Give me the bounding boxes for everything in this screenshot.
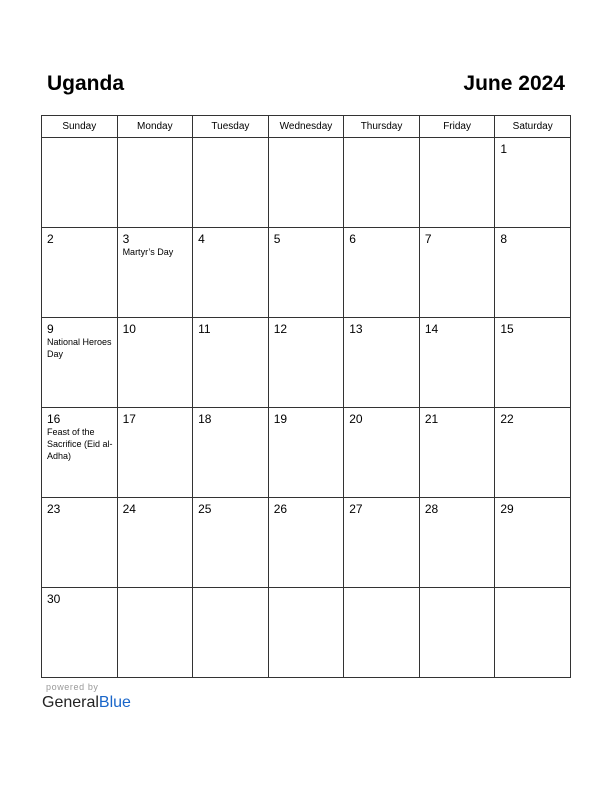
day-number: 7 [424,232,432,246]
day-number: 1 [500,142,508,156]
day-number: 25 [198,502,212,516]
day-number: 30 [47,592,61,606]
day-cell [419,588,495,678]
day-cell [344,228,420,318]
day-cell [344,408,420,498]
day-cell [117,498,193,588]
weekday-monday: Monday [117,116,193,138]
day-cell [268,588,344,678]
day-number: 15 [500,322,514,336]
day-number: 23 [47,502,61,516]
calendar-body [42,138,571,678]
day-cell [419,318,495,408]
day-cell [193,498,269,588]
day-number: 27 [349,502,363,516]
day-cell [193,228,269,318]
day-number: 16 [47,412,61,426]
week-row [42,228,571,318]
day-cell [42,138,118,228]
logo-text-general: General [42,694,99,711]
day-cell [419,408,495,498]
day-cell [495,228,571,318]
day-cell [419,228,495,318]
day-number: 24 [122,502,136,516]
week-row [42,588,571,678]
day-number: 17 [122,412,136,426]
powered-by-label: powered by [46,682,99,692]
weekday-tuesday: Tuesday [193,116,269,138]
day-cell [495,318,571,408]
month-title: June 2024 [463,72,565,95]
day-cell [42,498,118,588]
day-cell [344,588,420,678]
weekday-wednesday: Wednesday [268,116,344,138]
day-number: 14 [424,322,439,336]
day-cell [495,138,571,228]
day-number: 5 [273,232,281,246]
day-number: 20 [349,412,363,426]
day-cell [344,318,420,408]
day-number: 13 [349,322,363,336]
week-row [42,318,571,408]
day-cell [268,498,344,588]
day-number: 22 [500,412,514,426]
weekday-friday: Friday [419,116,495,138]
day-number: 2 [47,232,54,246]
day-number: 10 [122,322,136,336]
day-number: 19 [273,412,288,426]
holiday-label: Feast of the Sacrifice (Eid al-Adha) [47,427,113,461]
day-number: 12 [273,322,288,336]
week-row [42,408,571,498]
day-cell [193,138,269,228]
day-cell [193,318,269,408]
day-cell [344,138,420,228]
week-row [42,498,571,588]
weekday-sunday: Sunday [42,116,118,138]
week-row [42,138,571,228]
day-number: 8 [500,232,508,246]
day-cell [495,498,571,588]
day-cell [42,408,118,498]
day-number: 6 [349,232,356,246]
day-cell [193,408,269,498]
day-number: 21 [424,412,439,426]
weekday-saturday: Saturday [495,116,571,138]
generalblue-logo[interactable] [42,694,131,712]
day-number: 18 [198,412,212,426]
day-cell [117,138,193,228]
day-cell [419,138,495,228]
holiday-label: National Heroes Day [47,337,112,359]
day-cell [117,588,193,678]
country-title: Uganda [47,72,125,95]
day-cell [117,228,193,318]
day-cell [117,318,193,408]
day-number: 29 [500,502,514,516]
day-cell [193,588,269,678]
day-cell [117,408,193,498]
day-cell [268,138,344,228]
day-number: 11 [198,322,211,336]
day-cell [419,498,495,588]
day-cell [344,498,420,588]
calendar-grid [41,115,571,678]
day-cell [268,408,344,498]
day-cell [42,228,118,318]
day-number: 28 [424,502,439,516]
day-cell [495,408,571,498]
day-number: 4 [198,232,205,246]
day-cell [495,588,571,678]
weekday-header-row [42,116,571,138]
logo-text-blue: Blue [98,694,131,711]
day-number: 26 [273,502,288,516]
day-number: 3 [122,232,130,246]
day-cell [268,318,344,408]
day-cell [42,588,118,678]
weekday-thursday: Thursday [344,116,420,138]
holiday-label: Martyr’s Day [122,247,174,257]
day-number: 9 [47,322,54,336]
day-cell [268,228,344,318]
day-cell [42,318,118,408]
